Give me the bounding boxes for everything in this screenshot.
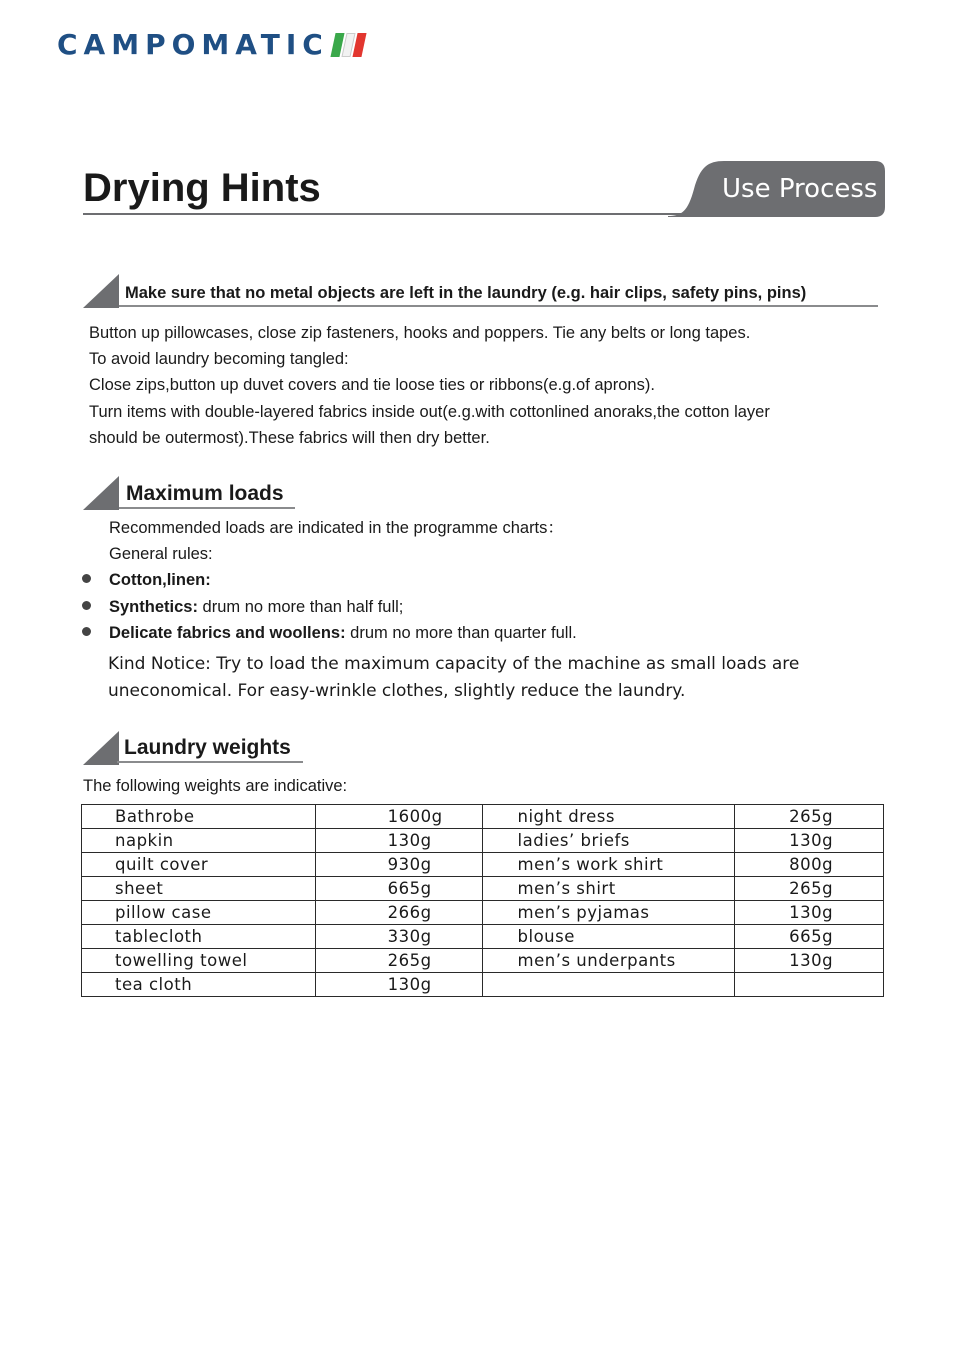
section-triangle-icon <box>83 476 119 510</box>
table-row <box>82 925 884 949</box>
item-weight-cell: 130g <box>735 829 884 853</box>
item-name-cell: men’s pyjamas <box>482 901 735 925</box>
item-weight-cell: 665g <box>315 877 482 901</box>
item-name-cell: men’s work shirt <box>482 853 735 877</box>
item-name-cell: Bathrobe <box>82 805 316 829</box>
bullet-item <box>82 567 211 593</box>
item-name-cell: towelling towel <box>82 949 316 973</box>
item-name-cell: pillow case <box>82 901 316 925</box>
bullet-text: drum no more than half full; <box>197 598 404 616</box>
item-name-cell: sheet <box>82 877 316 901</box>
italy-flag-icon <box>330 33 368 57</box>
bullet-label: Cotton,linen: <box>109 571 211 589</box>
item-weight-cell: 265g <box>735 805 884 829</box>
table-row <box>82 877 884 901</box>
item-weight-cell: 130g <box>315 973 482 997</box>
item-weight-cell: 130g <box>315 829 482 853</box>
text-line: uneconomical. For easy-wrinkle clothes, slightly reduce the laundry. <box>108 680 686 701</box>
badge-label: Use Process <box>722 174 878 204</box>
section-triangle-icon <box>83 274 119 308</box>
item-name-cell: quilt cover <box>82 853 316 877</box>
item-weight-cell: 665g <box>735 925 884 949</box>
text-line: Close zips,button up duvet covers and tie loose ties or ribbons(e.g.of aprons). <box>89 376 655 395</box>
item-weight-cell: 130g <box>735 901 884 925</box>
item-name-cell: tea cloth <box>82 973 316 997</box>
item-name-cell: men’s underpants <box>482 949 735 973</box>
text-line: To avoid laundry becoming tangled: <box>89 350 349 369</box>
bullet-item <box>82 594 403 620</box>
section-heading-metal-objects: Make sure that no metal objects are left in the laundry (e.g. hair clips, safety pins, pins) <box>119 281 878 307</box>
metal-objects-text <box>89 320 770 451</box>
item-name-cell: ladies’ briefs <box>482 829 735 853</box>
item-name-cell: night dress <box>482 805 735 829</box>
section-heading-maximum-loads: Maximum loads <box>119 481 295 509</box>
item-name-cell <box>482 973 735 997</box>
item-weight-cell: 265g <box>735 877 884 901</box>
text-line: The following weights are indicative: <box>83 777 348 795</box>
item-weight-cell: 330g <box>315 925 482 949</box>
item-weight-cell: 1600g <box>315 805 482 829</box>
text-line: should be outermost).These fabrics will then dry better. <box>89 428 490 447</box>
item-name-cell: napkin <box>82 829 316 853</box>
bullet-label: Synthetics: <box>109 598 198 616</box>
text-line: Kind Notice: Try to load the maximum capacity of the machine as small loads are <box>108 654 800 674</box>
bullet-icon <box>82 627 91 636</box>
text-line: Button up pillowcases, close zip fasteners, hooks and poppers. Tie any belts or long tapes. <box>89 324 751 342</box>
item-weight-cell: 130g <box>735 949 884 973</box>
table-row <box>82 829 884 853</box>
laundry-weights-intro <box>83 773 347 799</box>
table-row <box>82 853 884 877</box>
text-line: Turn items with double-layered fabrics inside out(e.g.with cottonlined anoraks,the cotton layer <box>89 402 770 421</box>
table-row <box>82 805 884 829</box>
item-weight-cell: 266g <box>315 901 482 925</box>
brand-logo <box>57 30 366 60</box>
item-weight-cell <box>735 973 884 997</box>
item-weight-cell: 265g <box>315 949 482 973</box>
kind-notice <box>108 651 799 704</box>
item-name-cell: men’s shirt <box>482 877 735 901</box>
section-heading-laundry-weights: Laundry weights <box>117 735 303 763</box>
item-name-cell: tablecloth <box>82 925 316 949</box>
section-triangle-icon <box>83 731 119 765</box>
bullet-item <box>82 620 577 646</box>
bullet-icon <box>82 574 91 583</box>
table-row <box>82 949 884 973</box>
item-name-cell: blouse <box>482 925 735 949</box>
section-badge <box>668 161 885 217</box>
laundry-weights-table <box>81 804 884 997</box>
table-row <box>82 973 884 997</box>
table-row <box>82 901 884 925</box>
bullet-text: drum no more than quarter full. <box>345 624 577 642</box>
bullet-icon <box>82 601 91 610</box>
item-weight-cell: 800g <box>735 853 884 877</box>
text-line: Recommended loads are indicated in the programme charts： <box>109 519 564 537</box>
page-title: Drying Hints <box>83 166 321 210</box>
bullet-label: Delicate fabrics and woollens: <box>109 624 346 642</box>
title-divider <box>83 213 683 215</box>
text-line: General rules: <box>109 545 213 564</box>
item-weight-cell: 930g <box>315 853 482 877</box>
maximum-loads-intro <box>109 515 564 567</box>
brand-name: CAMPOMATIC <box>57 28 329 61</box>
